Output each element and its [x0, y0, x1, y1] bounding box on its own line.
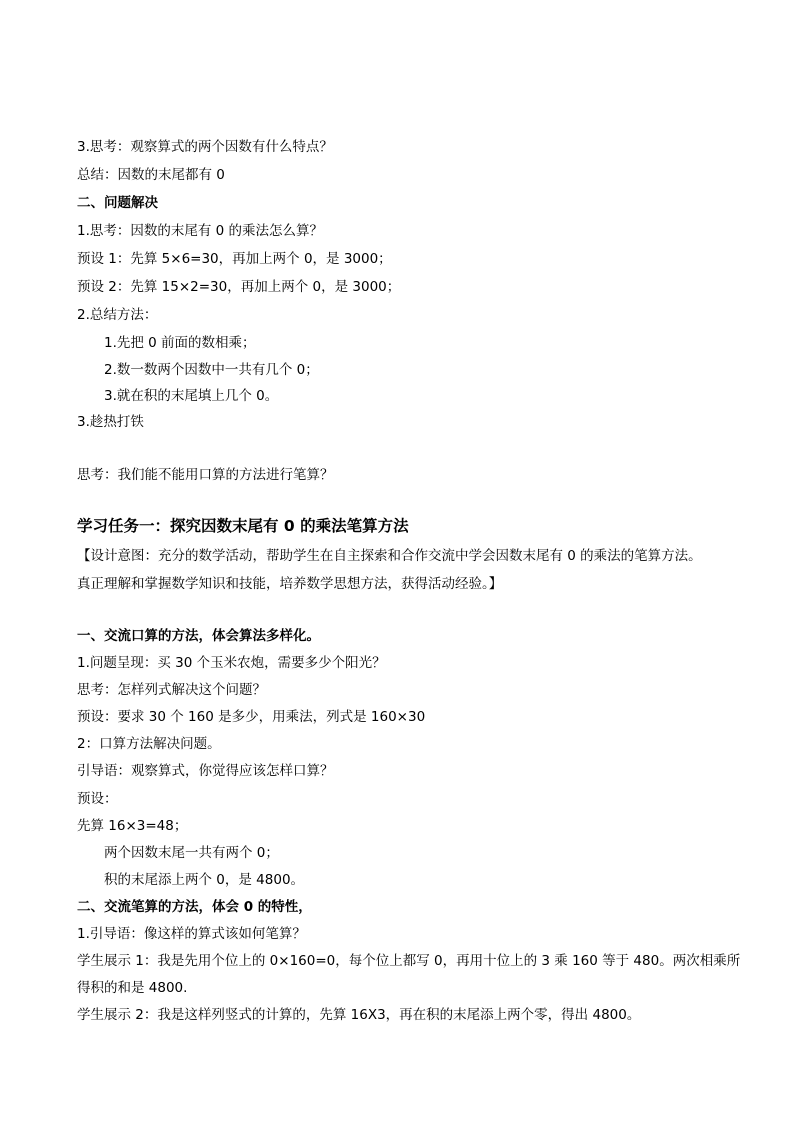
think-how-to-write: 思考：怎样列式解决这个问题？ — [77, 682, 266, 698]
section-heading-written-methods: 二、交流笔算的方法，体会 0 的特性， — [77, 899, 312, 915]
method-step-2: 2.数一数两个因数中一共有几个 0； — [104, 362, 319, 378]
summary-line: 总结：因数的末尾都有 0 — [77, 167, 225, 183]
oral-method-line: 2：口算方法解决问题。 — [77, 736, 221, 752]
preset-1: 预设 1：先算 5×6=30，再加上两个 0，是 3000； — [77, 251, 392, 267]
section-heading-oral-methods: 一、交流口算的方法，体会算法多样化。 — [77, 628, 320, 644]
section-heading-problem-solving: 二、问题解决 — [77, 195, 158, 211]
preset-2: 预设 2：先算 15×2=30，再加上两个 0，是 3000； — [77, 279, 401, 295]
method-step-3: 3.就在积的末尾填上几个 0。 — [104, 388, 279, 404]
guide-question-oral: 引导语：观察算式，你觉得应该怎样口算？ — [77, 763, 334, 779]
student-demo-1-line-2: 得积的和是 4800. — [77, 980, 188, 996]
design-intent-line-2: 真正理解和掌握数学知识和技能，培养数学思想方法，获得活动经验。】 — [77, 576, 503, 592]
design-intent-line-1: 【设计意图：充分的数学活动，帮助学生在自主探索和合作交流中学会因数末尾有 0 的乘法的笔算方法。 — [77, 548, 702, 564]
student-demo-2: 学生展示 2：我是这样列竖式的计算的，先算 16X3，再在积的末尾添上两个零，得出 4800。 — [77, 1007, 641, 1023]
practice-line: 3.趁热打铁 — [77, 414, 144, 430]
append-zeros-line: 积的末尾添上两个 0，是 4800。 — [104, 872, 305, 888]
think-oral-to-written: 思考：我们能不能用口算的方法进行笔算？ — [77, 467, 334, 483]
preset-label: 预设： — [77, 791, 118, 807]
problem-presentation: 1.问题呈现：买 30 个玉米农炮，需要多少个阳光？ — [77, 655, 386, 671]
method-step-1: 1.先把 0 前面的数相乘； — [104, 335, 256, 351]
think-question-3: 3.思考：观察算式的两个因数有什么特点？ — [77, 139, 333, 155]
zeros-count-line: 两个因数末尾一共有两个 0； — [104, 845, 279, 861]
learning-task-heading: 学习任务一：探究因数末尾有 0 的乘法笔算方法 — [77, 517, 409, 535]
summary-method-heading: 2.总结方法： — [77, 307, 158, 323]
think-question-1: 1.思考：因数的末尾有 0 的乘法怎么算？ — [77, 223, 324, 239]
student-demo-1-line-1: 学生展示 1：我是先用个位上的 0×160=0，每个位上都写 0，再用十位上的 3 乘 160 等于 480。两次相乘所 — [77, 953, 741, 969]
guide-question-written: 1.引导语：像这样的算式该如何笔算？ — [77, 926, 306, 942]
preset-expression: 预设：要求 30 个 160 是多少，用乘法，列式是 160×30 — [77, 709, 426, 725]
first-compute-line: 先算 16×3=48； — [77, 818, 188, 834]
